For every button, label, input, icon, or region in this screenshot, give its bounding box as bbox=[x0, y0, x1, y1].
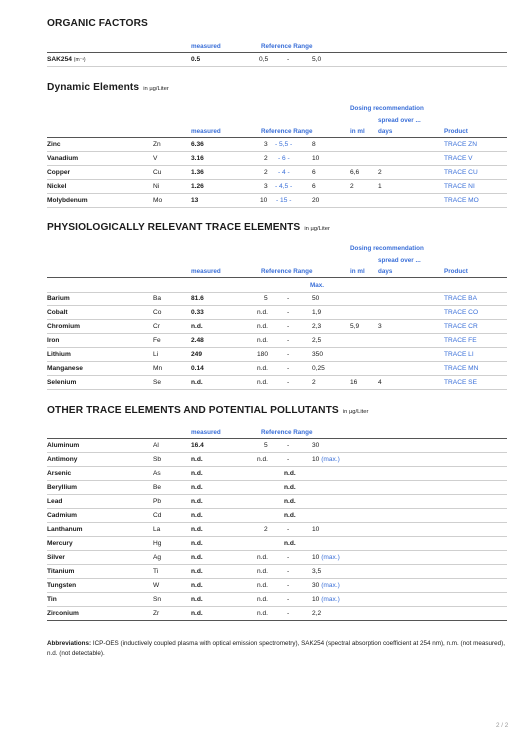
range-high bbox=[312, 456, 340, 463]
element-name: Lithium bbox=[47, 351, 71, 358]
abbreviations-note bbox=[47, 639, 507, 659]
range-low: 5 bbox=[264, 442, 268, 449]
range-dash: - bbox=[287, 365, 290, 372]
measured-value: 249 bbox=[191, 351, 203, 358]
phys-ml-header: in ml bbox=[350, 268, 365, 275]
spread-header: spread over ... bbox=[378, 257, 421, 264]
element-symbol: Ti bbox=[153, 568, 159, 575]
range-low: 10 bbox=[260, 197, 268, 204]
element-symbol: Cu bbox=[153, 169, 162, 176]
element-name: Tin bbox=[47, 596, 57, 603]
dose-ml: 2 bbox=[350, 183, 354, 190]
element-symbol: Ni bbox=[153, 183, 160, 190]
product-link[interactable]: TRACE MN bbox=[444, 365, 479, 372]
element-name: Titanium bbox=[47, 568, 75, 575]
range-high: 350 bbox=[312, 351, 324, 358]
element-unit: (m⁻¹) bbox=[73, 57, 86, 63]
measured-value: n.d. bbox=[191, 484, 203, 491]
dose-ml: 5,9 bbox=[350, 323, 360, 330]
dyn-measured-header: measured bbox=[191, 128, 221, 135]
measured-value: n.d. bbox=[191, 456, 203, 463]
table-row bbox=[47, 551, 507, 565]
element-symbol: Hg bbox=[153, 540, 162, 547]
table-row bbox=[47, 292, 507, 306]
table-row bbox=[47, 495, 507, 509]
range-high: 3,5 bbox=[312, 568, 322, 575]
other-unit: in µg/Liter bbox=[342, 409, 369, 415]
element-symbol: Mn bbox=[153, 365, 163, 372]
element-symbol: Al bbox=[153, 442, 159, 449]
range-dash: - bbox=[287, 456, 290, 463]
product-link[interactable]: TRACE CO bbox=[444, 309, 479, 316]
range-high: 0,25 bbox=[312, 365, 325, 372]
dynamic-title-text: Dynamic Elements bbox=[47, 82, 140, 93]
max-note: (max.) bbox=[321, 582, 340, 589]
range-low: 3 bbox=[264, 183, 268, 190]
range-target: - 4 - bbox=[278, 169, 290, 176]
dose-ml: 16 bbox=[350, 379, 358, 386]
table-row bbox=[47, 509, 507, 523]
measured-value: 1.26 bbox=[191, 183, 204, 190]
dose-days: 1 bbox=[378, 183, 382, 190]
measured-value: 0.5 bbox=[191, 56, 201, 63]
reference-value: n.d. bbox=[284, 512, 296, 519]
measured-value: n.d. bbox=[191, 582, 203, 589]
range-low: 2 bbox=[264, 526, 268, 533]
range-high: 2,2 bbox=[312, 610, 322, 617]
dosing-header: Dosing recommendation bbox=[350, 245, 424, 252]
element-symbol: Se bbox=[153, 379, 162, 386]
element-symbol: Sn bbox=[153, 596, 162, 603]
measured-value: 16.4 bbox=[191, 442, 204, 449]
element-symbol: Zr bbox=[153, 610, 160, 617]
range-low: 2 bbox=[264, 155, 268, 162]
organic-factors-title: ORGANIC FACTORS bbox=[47, 18, 148, 29]
range-high: 5,0 bbox=[312, 56, 322, 63]
measured-value: 1.36 bbox=[191, 169, 204, 176]
range-low: n.d. bbox=[257, 596, 268, 603]
dynamic-elements-title bbox=[47, 82, 169, 93]
range-high-value: 10 bbox=[312, 554, 320, 561]
range-dash: - bbox=[287, 309, 290, 316]
element-name: Lanthanum bbox=[47, 526, 83, 533]
range-high: 2,5 bbox=[312, 337, 322, 344]
measured-value: n.d. bbox=[191, 323, 203, 330]
element-symbol: Ba bbox=[153, 295, 162, 302]
element-name: Iron bbox=[47, 337, 60, 344]
element-name: Copper bbox=[47, 169, 71, 176]
element-name: Manganese bbox=[47, 365, 83, 372]
measured-value: 0.14 bbox=[191, 365, 204, 372]
max-note: (max.) bbox=[321, 554, 340, 561]
product-link[interactable]: TRACE ZN bbox=[444, 141, 477, 148]
range-low: n.d. bbox=[257, 309, 268, 316]
page-number: 2 / 2 bbox=[496, 722, 509, 729]
phys-product-header: Product bbox=[444, 268, 468, 275]
dose-days: 4 bbox=[378, 379, 382, 386]
range-low: 2 bbox=[264, 169, 268, 176]
measured-value: 2.48 bbox=[191, 337, 204, 344]
table-row bbox=[47, 453, 507, 467]
phys-reference-header: Reference Range bbox=[261, 268, 313, 275]
table-row bbox=[47, 334, 507, 348]
range-high: 1,9 bbox=[312, 309, 322, 316]
range-target: - 15 - bbox=[276, 197, 292, 204]
product-link[interactable]: TRACE BA bbox=[444, 295, 477, 302]
measured-value: n.d. bbox=[191, 610, 203, 617]
spread-header: spread over ... bbox=[378, 117, 421, 124]
table-row bbox=[47, 152, 507, 166]
table-row bbox=[47, 579, 507, 593]
reference-value: n.d. bbox=[284, 484, 296, 491]
table-row bbox=[47, 306, 507, 320]
range-high bbox=[312, 582, 340, 589]
other-measured-header: measured bbox=[191, 429, 221, 436]
dosing-header: Dosing recommendation bbox=[350, 105, 424, 112]
range-low: n.d. bbox=[257, 323, 268, 330]
range-low: n.d. bbox=[257, 610, 268, 617]
range-low: n.d. bbox=[257, 554, 268, 561]
range-high: 20 bbox=[312, 197, 320, 204]
range-high: 6 bbox=[312, 183, 316, 190]
element-name: Vanadium bbox=[47, 155, 79, 162]
other-reference-header: Reference Range bbox=[261, 429, 313, 436]
table-row bbox=[47, 376, 507, 390]
measured-value: n.d. bbox=[191, 568, 203, 575]
dose-days: 3 bbox=[378, 323, 382, 330]
reference-value: n.d. bbox=[284, 540, 296, 547]
organic-measured-header: measured bbox=[191, 43, 221, 50]
element-name: Beryllium bbox=[47, 484, 78, 491]
abbreviations-label: Abbreviations: bbox=[47, 640, 92, 647]
element-symbol: As bbox=[153, 470, 161, 477]
range-low: n.d. bbox=[257, 582, 268, 589]
range-target: - 6 - bbox=[278, 155, 290, 162]
reference-value: n.d. bbox=[284, 470, 296, 477]
element-symbol: Cd bbox=[153, 512, 162, 519]
element-name: Cobalt bbox=[47, 309, 68, 316]
range-high: 10 bbox=[312, 526, 320, 533]
measured-value: n.d. bbox=[191, 554, 203, 561]
element-name: Silver bbox=[47, 554, 65, 561]
table-row bbox=[47, 593, 507, 607]
table-row bbox=[47, 439, 507, 453]
range-low: 180 bbox=[257, 351, 269, 358]
table-row bbox=[47, 194, 507, 208]
range-low: 0,5 bbox=[259, 56, 269, 63]
element-name: Zinc bbox=[47, 141, 61, 148]
measured-value: 6.36 bbox=[191, 141, 204, 148]
table-row bbox=[47, 53, 507, 67]
measured-value: n.d. bbox=[191, 540, 203, 547]
element-symbol: V bbox=[153, 155, 158, 162]
range-dash: - bbox=[287, 442, 290, 449]
element-name: SAK254 bbox=[47, 56, 72, 63]
element-name: Antimony bbox=[47, 456, 78, 463]
element-name: Chromium bbox=[47, 323, 80, 330]
abbreviations-text: ICP-OES (inductively coupled plasma with optical emission spectrometry), SAK254 (spectral absorption coefficient at 254 nm), n.m. (not measured), n.d. (not detectable). bbox=[47, 640, 506, 657]
phys-measured-header: measured bbox=[191, 268, 221, 275]
table-row bbox=[47, 138, 507, 152]
range-low: n.d. bbox=[257, 568, 268, 575]
range-low: 3 bbox=[264, 141, 268, 148]
range-high: 2 bbox=[312, 379, 316, 386]
range-dash: - bbox=[287, 379, 290, 386]
other-title-text: OTHER TRACE ELEMENTS AND POTENTIAL POLLUTANTS bbox=[47, 405, 339, 416]
range-high: 8 bbox=[312, 141, 316, 148]
range-dash: - bbox=[287, 295, 290, 302]
element-symbol: Co bbox=[153, 309, 162, 316]
dyn-ml-header: in ml bbox=[350, 128, 365, 135]
element-symbol: Sb bbox=[153, 456, 162, 463]
range-dash: - bbox=[287, 526, 290, 533]
measured-value: 0.33 bbox=[191, 309, 204, 316]
element-name: Selenium bbox=[47, 379, 77, 386]
element-name: Nickel bbox=[47, 183, 67, 190]
element-symbol: Fe bbox=[153, 337, 161, 344]
dose-ml: 6,6 bbox=[350, 169, 360, 176]
dyn-product-header: Product bbox=[444, 128, 468, 135]
measured-value: n.d. bbox=[191, 379, 203, 386]
range-dash: - bbox=[287, 337, 290, 344]
max-note: (max.) bbox=[321, 596, 340, 603]
measured-value: 3.16 bbox=[191, 155, 204, 162]
dyn-reference-header: Reference Range bbox=[261, 128, 313, 135]
table-row bbox=[47, 320, 507, 334]
range-high bbox=[312, 596, 340, 603]
range-dash: - bbox=[287, 568, 290, 575]
table-row bbox=[47, 362, 507, 376]
table-row bbox=[47, 565, 507, 579]
measured-value: n.d. bbox=[191, 596, 203, 603]
organic-reference-header: Reference Range bbox=[261, 43, 313, 50]
table-row bbox=[47, 481, 507, 495]
measured-value: n.d. bbox=[191, 498, 203, 505]
range-high-value: 10 bbox=[312, 456, 320, 463]
range-high: 10 bbox=[312, 155, 320, 162]
phys-max-header: Max. bbox=[310, 282, 324, 289]
element-symbol: Cr bbox=[153, 323, 160, 330]
reference-value: n.d. bbox=[284, 498, 296, 505]
measured-value: 13 bbox=[191, 197, 199, 204]
physio-unit: in µg/Liter bbox=[304, 226, 330, 232]
table-row bbox=[47, 537, 507, 551]
product-link[interactable]: TRACE FE bbox=[444, 337, 477, 344]
range-low: n.d. bbox=[257, 337, 268, 344]
measured-value: 81.6 bbox=[191, 295, 204, 302]
element-name: Aluminum bbox=[47, 442, 80, 449]
range-dash: - bbox=[287, 610, 290, 617]
element-symbol: Pb bbox=[153, 498, 162, 505]
range-dash: - bbox=[287, 323, 290, 330]
measured-value: n.d. bbox=[191, 512, 203, 519]
product-link[interactable]: TRACE SE bbox=[444, 379, 477, 386]
range-low: n.d. bbox=[257, 365, 268, 372]
element-name: Arsenic bbox=[47, 470, 72, 477]
product-link[interactable]: TRACE MO bbox=[444, 197, 479, 204]
range-low: n.d. bbox=[257, 456, 268, 463]
product-link[interactable]: TRACE CU bbox=[444, 169, 478, 176]
range-dash: - bbox=[287, 554, 290, 561]
element-symbol: Li bbox=[153, 351, 159, 358]
range-low: n.d. bbox=[257, 379, 268, 386]
physio-header-rule bbox=[47, 277, 507, 278]
range-high-value: 30 bbox=[312, 582, 320, 589]
element-symbol: W bbox=[153, 582, 160, 589]
element-name: Molybdenum bbox=[47, 197, 88, 204]
table-row bbox=[47, 166, 507, 180]
element-symbol: La bbox=[153, 526, 161, 533]
other-title bbox=[47, 405, 368, 416]
table-row bbox=[47, 467, 507, 481]
measured-value: n.d. bbox=[191, 470, 203, 477]
phys-days-header: days bbox=[378, 268, 393, 275]
range-target: - 5,5 - bbox=[275, 141, 293, 148]
table-row bbox=[47, 523, 507, 537]
element-symbol: Be bbox=[153, 484, 162, 491]
element-name: Barium bbox=[47, 295, 70, 302]
range-dash: - bbox=[287, 56, 290, 63]
element-symbol: Mo bbox=[153, 197, 163, 204]
range-high: 50 bbox=[312, 295, 320, 302]
element-symbol: Ag bbox=[153, 554, 162, 561]
table-row bbox=[47, 348, 507, 362]
physio-title-text: PHYSIOLOGICALLY RELEVANT TRACE ELEMENTS bbox=[47, 222, 301, 233]
range-dash: - bbox=[287, 596, 290, 603]
range-high: 2,3 bbox=[312, 323, 322, 330]
product-link[interactable]: TRACE V bbox=[444, 155, 473, 162]
element-name: Cadmium bbox=[47, 512, 78, 519]
dose-days: 2 bbox=[378, 169, 382, 176]
range-low: 5 bbox=[264, 295, 268, 302]
range-high: 6 bbox=[312, 169, 316, 176]
table-row bbox=[47, 180, 507, 194]
element-symbol: Zn bbox=[153, 141, 161, 148]
range-target: - 4,5 - bbox=[275, 183, 293, 190]
product-link[interactable]: TRACE CR bbox=[444, 323, 478, 330]
range-dash: - bbox=[287, 582, 290, 589]
product-link[interactable]: TRACE NI bbox=[444, 183, 475, 190]
element-name: Lead bbox=[47, 498, 63, 505]
range-high: 30 bbox=[312, 442, 320, 449]
element-name: Tungsten bbox=[47, 582, 77, 589]
measured-value: n.d. bbox=[191, 526, 203, 533]
product-link[interactable]: TRACE LI bbox=[444, 351, 474, 358]
physio-title bbox=[47, 222, 330, 233]
range-high-value: 10 bbox=[312, 596, 320, 603]
dynamic-unit: in µg/Liter bbox=[143, 86, 169, 92]
range-high bbox=[312, 554, 340, 561]
element-name: Mercury bbox=[47, 540, 73, 547]
element-name: Zirconium bbox=[47, 610, 79, 617]
range-dash: - bbox=[287, 351, 290, 358]
dyn-days-header: days bbox=[378, 128, 393, 135]
table-row bbox=[47, 607, 507, 621]
max-note: (max.) bbox=[321, 456, 340, 463]
